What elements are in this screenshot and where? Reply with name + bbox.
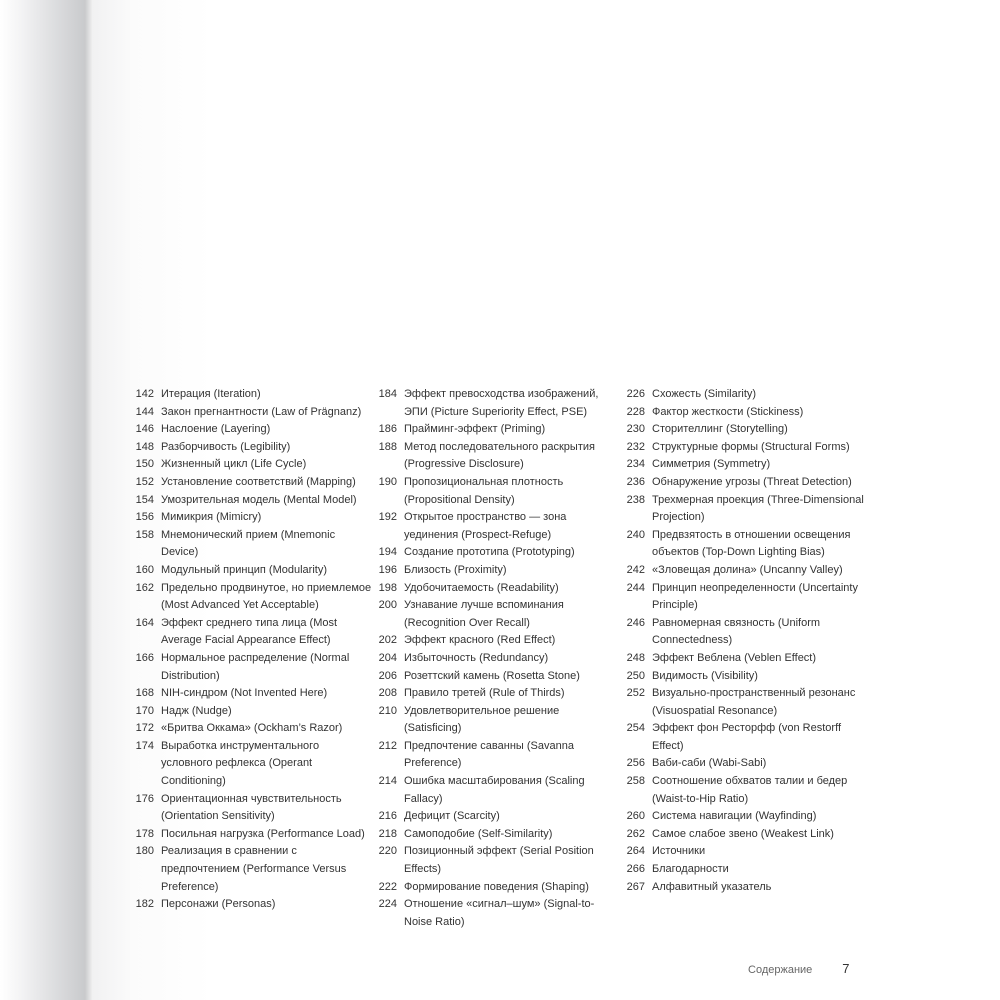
toc-entry-title: Умозрительная модель (Mental Model) xyxy=(161,493,357,506)
toc-entry-title: Выработка инструментального условного рефлекса (Operant Conditioning) xyxy=(161,739,320,788)
toc-entry xyxy=(128,650,378,685)
toc-entry xyxy=(128,580,378,615)
toc-entry-page: 214 xyxy=(378,775,397,788)
toc-entry-title: Пропозициональная плотность (Propositional Density) xyxy=(404,475,564,506)
toc-entry-title: Эффект фон Ресторфф (von Restorff Effect) xyxy=(652,722,841,752)
toc-entry-page: 266 xyxy=(626,863,645,876)
toc-entry xyxy=(619,879,869,897)
toc-entry-title: Реализация в сравнении с предпочтением (Performance Versus Preference) xyxy=(161,845,347,893)
toc-entry-page: 256 xyxy=(626,757,645,770)
toc-entry-page: 154 xyxy=(135,493,154,506)
toc-entry-page: 184 xyxy=(378,388,397,400)
toc-entry xyxy=(371,509,621,544)
toc-entry-title: Посильная нагрузка (Performance Load) xyxy=(161,827,365,840)
toc-entry xyxy=(371,421,621,439)
toc-entry xyxy=(128,439,378,457)
toc-entry-page: 236 xyxy=(626,475,645,488)
toc-entry xyxy=(619,755,869,773)
toc-entry xyxy=(371,597,621,632)
toc-entry xyxy=(371,826,621,844)
toc-entry-page: 196 xyxy=(378,563,397,576)
toc-entry-page: 190 xyxy=(378,475,397,488)
toc-entry xyxy=(619,668,869,686)
toc-entry-title: Принцип неопределенности (Uncertainty Principle) xyxy=(652,581,858,612)
toc-entry-title: Симметрия (Symmetry) xyxy=(652,458,771,471)
toc-entry-title: Самое слабое звено (Weakest Link) xyxy=(652,827,834,840)
toc-entry-title: Благодарности xyxy=(652,863,729,876)
toc-entry-title: Открытое пространство — зона уединения (Prospect-Refuge) xyxy=(404,511,567,541)
toc-entry xyxy=(619,527,869,562)
toc-column-3 xyxy=(619,386,869,896)
toc-entry-page: 150 xyxy=(135,458,154,471)
toc-entry xyxy=(128,509,378,527)
toc-entry-title: Ваби-саби (Wabi-Sabi) xyxy=(652,757,767,770)
toc-entry-page: 210 xyxy=(378,704,397,717)
toc-entry-title: Эффект красного (Red Effect) xyxy=(404,634,556,647)
toc-entry-title: Правило третей (Rule of Thirds) xyxy=(404,687,565,700)
toc-entry-title: NIH-синдром (Not Invented Here) xyxy=(161,687,328,700)
toc-entry xyxy=(371,439,621,474)
toc-entry-page: 222 xyxy=(378,880,397,893)
toc-entry xyxy=(128,685,378,703)
toc-entry-title: Модульный принцип (Modularity) xyxy=(161,563,327,576)
toc-entry xyxy=(128,527,378,562)
toc-entry xyxy=(619,650,869,668)
toc-entry xyxy=(371,843,621,878)
toc-entry xyxy=(619,808,869,826)
toc-entry-page: 250 xyxy=(626,669,645,682)
toc-entry-title: Мнемонический прием (Mnemonic Device) xyxy=(161,528,336,559)
toc-entry-title: Эффект среднего типа лица (Most Average Facial Appearance Effect) xyxy=(161,616,338,647)
toc-entry xyxy=(371,386,621,421)
toc-entry xyxy=(128,720,378,738)
toc-entry-title: Фактор жесткости (Stickiness) xyxy=(652,405,804,418)
toc-entry xyxy=(128,826,378,844)
toc-entry-page: 182 xyxy=(135,898,154,911)
toc-entry xyxy=(371,738,621,773)
toc-entry-page: 198 xyxy=(378,581,397,594)
toc-entry-page: 216 xyxy=(378,810,397,823)
toc-entry xyxy=(619,439,869,457)
toc-entry-title: Жизненный цикл (Life Cycle) xyxy=(161,458,307,471)
toc-entry xyxy=(371,632,621,650)
toc-entry-page: 162 xyxy=(135,581,154,594)
toc-entry-title: Розеттский камень (Rosetta Stone) xyxy=(404,669,580,682)
toc-entry-page: 142 xyxy=(135,388,154,400)
toc-entry xyxy=(128,386,378,404)
toc-entry-title: «Бритва Оккама» (Ockham’s Razor) xyxy=(161,722,343,735)
toc-entry-title: Метод последовательного раскрытия (Progressive Disclosure) xyxy=(404,440,595,471)
toc-entry-page: 186 xyxy=(378,423,397,436)
toc-entry-title: Визуально-пространственный резонанс (Visuospatial Resonance) xyxy=(652,687,856,717)
toc-entry-title: Предвзятость в отношении освещения объектов (Top-Down Lighting Bias) xyxy=(652,528,851,559)
toc-entry-page: 144 xyxy=(135,405,154,418)
toc-entry-page: 188 xyxy=(378,440,397,453)
toc-entry xyxy=(619,474,869,492)
toc-entry-title: Структурные формы (Structural Forms) xyxy=(652,440,850,453)
toc-entry-page: 164 xyxy=(135,616,154,629)
toc-entry-title: Трехмерная проекция (Three-Dimensional Projection) xyxy=(652,493,864,524)
toc-entry-title: Ошибка масштабирования (Scaling Fallacy) xyxy=(404,775,585,805)
page-footer xyxy=(748,961,850,976)
toc-entry-title: Итерация (Iteration) xyxy=(161,388,261,400)
toc-entry-title: Система навигации (Wayfinding) xyxy=(652,810,817,823)
toc-entry-title: Нормальное распределение (Normal Distribution) xyxy=(161,651,350,682)
toc-entry xyxy=(371,650,621,668)
toc-entry xyxy=(371,808,621,826)
toc-entry-title: Ориентационная чувствительность (Orientation Sensitivity) xyxy=(161,792,342,823)
toc-entry xyxy=(128,703,378,721)
toc-entry xyxy=(619,404,869,422)
toc-entry xyxy=(619,421,869,439)
toc-entry-page: 254 xyxy=(626,722,645,735)
toc-entry-title: Разборчивость (Legibility) xyxy=(161,440,291,453)
toc-entry-page: 238 xyxy=(626,493,645,506)
toc-entry-page: 248 xyxy=(626,651,645,664)
toc-column-2 xyxy=(371,386,621,931)
toc-entry-page: 180 xyxy=(135,845,154,858)
toc-entry-title: Дефицит (Scarcity) xyxy=(404,810,500,823)
toc-entry-page: 208 xyxy=(378,687,397,700)
toc-entry-page: 240 xyxy=(626,528,645,541)
toc-entry xyxy=(371,896,621,931)
toc-entry xyxy=(619,615,869,650)
toc-entry xyxy=(128,791,378,826)
toc-entry-title: Равномерная связность (Uniform Connectedness) xyxy=(652,616,821,647)
toc-entry xyxy=(619,720,869,755)
toc-entry-title: Обнаружение угрозы (Threat Detection) xyxy=(652,475,852,488)
toc-entry-title: Самоподобие (Self-Similarity) xyxy=(404,827,553,840)
toc-entry-page: 174 xyxy=(135,739,154,752)
toc-entry-page: 244 xyxy=(626,581,645,594)
toc-entry xyxy=(371,562,621,580)
toc-entry xyxy=(371,685,621,703)
toc-entry xyxy=(619,843,869,861)
toc-entry-title: Удобочитаемость (Readability) xyxy=(404,581,559,594)
toc-entry-title: Эффект Веблена (Veblen Effect) xyxy=(652,651,817,664)
toc-entry-title: Позиционный эффект (Serial Position Effects) xyxy=(404,845,594,876)
toc-entry-page: 194 xyxy=(378,546,397,559)
toc-entry-page: 246 xyxy=(626,616,645,629)
toc-entry-page: 262 xyxy=(626,827,645,840)
toc-entry-page: 260 xyxy=(626,810,645,823)
toc-entry-title: Эффект превосходства изображений, ЭПИ (Picture Superiority Effect, PSE) xyxy=(404,388,599,418)
toc-entry-page: 158 xyxy=(135,528,154,541)
toc-entry-page: 230 xyxy=(626,423,645,436)
toc-entry xyxy=(371,580,621,598)
toc-entry-page: 176 xyxy=(135,792,154,805)
toc-entry xyxy=(128,474,378,492)
toc-entry xyxy=(128,492,378,510)
toc-entry-title: Источники xyxy=(652,845,706,858)
toc-entry-title: Наслоение (Layering) xyxy=(161,423,271,436)
toc-entry-page: 252 xyxy=(626,687,645,700)
toc-entry-page: 212 xyxy=(378,739,397,752)
toc-entry xyxy=(371,474,621,509)
toc-entry xyxy=(371,668,621,686)
toc-entry-title: Прайминг-эффект (Priming) xyxy=(404,423,546,436)
toc-entry-page: 202 xyxy=(378,634,397,647)
toc-entry-page: 242 xyxy=(626,563,645,576)
toc-entry-page: 226 xyxy=(626,388,645,400)
toc-entry-page: 258 xyxy=(626,775,645,788)
toc-entry-title: Отношение «сигнал–шум» (Signal-to-Noise Ratio) xyxy=(404,898,595,928)
toc-entry-title: Удовлетворительное решение (Satisficing) xyxy=(404,704,560,735)
toc-entry-title: Установление соответствий (Mapping) xyxy=(161,475,356,488)
toc-entry xyxy=(619,386,869,404)
toc-column-1 xyxy=(128,386,378,914)
toc-entry-page: 234 xyxy=(626,458,645,471)
toc-entry xyxy=(619,861,869,879)
toc-entry-title: Персонажи (Personas) xyxy=(161,898,276,911)
toc-entry-page: 264 xyxy=(626,845,645,858)
toc-entry xyxy=(371,703,621,738)
page-number: 7 xyxy=(842,961,850,976)
toc-entry xyxy=(619,826,869,844)
toc-entry-title: Закон прегнантности (Law of Prägnanz) xyxy=(161,405,362,418)
toc-entry xyxy=(128,615,378,650)
toc-entry xyxy=(619,562,869,580)
section-label: Содержание xyxy=(748,964,813,976)
toc-entry-page: 152 xyxy=(135,475,154,488)
toc-entry-page: 166 xyxy=(135,651,154,664)
toc-entry-title: Предельно продвинутое, но приемлемое (Most Advanced Yet Acceptable) xyxy=(161,581,372,612)
toc-entry xyxy=(619,685,869,720)
toc-entry xyxy=(128,421,378,439)
toc-entry-title: Сторителлинг (Storytelling) xyxy=(652,423,788,436)
toc-entry-page: 146 xyxy=(135,423,154,436)
toc-entry-page: 172 xyxy=(135,722,154,735)
toc-entry-page: 160 xyxy=(135,563,154,576)
toc-entry xyxy=(371,773,621,808)
toc-entry xyxy=(128,843,378,896)
toc-entry xyxy=(128,404,378,422)
toc-entry-title: Создание прототипа (Prototyping) xyxy=(404,546,575,559)
toc-entry-page: 218 xyxy=(378,827,397,840)
toc-entry-page: 148 xyxy=(135,440,154,453)
toc-entry-title: Узнавание лучше вспоминания (Recognition Over Recall) xyxy=(404,599,564,629)
toc-entry-title: Соотношение обхватов талии и бедер (Waist-to-Hip Ratio) xyxy=(652,775,848,805)
toc-entry-title: Формирование поведения (Shaping) xyxy=(404,880,589,893)
toc-entry-page: 206 xyxy=(378,669,397,682)
toc-entry-title: Алфавитный указатель xyxy=(652,880,772,893)
toc-entry-page: 170 xyxy=(135,704,154,717)
toc-entry xyxy=(371,879,621,897)
toc-entry-page: 228 xyxy=(626,405,645,418)
toc-entry xyxy=(619,773,869,808)
toc-entry-title: Надж (Nudge) xyxy=(161,704,232,717)
toc-entry-title: Мимикрия (Mimicry) xyxy=(161,511,262,524)
book-spine-shadow xyxy=(0,0,92,1000)
toc-entry xyxy=(128,896,378,914)
toc-entry-page: 168 xyxy=(135,687,154,700)
toc-entry-page: 178 xyxy=(135,827,154,840)
toc-entry-page: 220 xyxy=(378,845,397,858)
toc-entry-title: Схожесть (Similarity) xyxy=(652,388,757,400)
toc-entry-title: Избыточность (Redundancy) xyxy=(404,651,549,664)
toc-entry-page: 267 xyxy=(626,880,645,893)
toc-entry-title: «Зловещая долина» (Uncanny Valley) xyxy=(652,563,843,576)
toc-entry-title: Предпочтение саванны (Savanna Preference) xyxy=(404,739,574,770)
toc-entry xyxy=(128,738,378,791)
toc-entry-page: 232 xyxy=(626,440,645,453)
toc-entry-page: 200 xyxy=(378,599,397,612)
toc-entry xyxy=(619,456,869,474)
toc-entry-page: 224 xyxy=(378,898,397,911)
toc-entry-title: Близость (Proximity) xyxy=(404,563,507,576)
toc-entry xyxy=(619,580,869,615)
toc-entry-page: 204 xyxy=(378,651,397,664)
toc-entry-page: 156 xyxy=(135,511,154,524)
toc-entry-title: Видимость (Visibility) xyxy=(652,669,758,682)
toc-entry xyxy=(128,456,378,474)
toc-entry xyxy=(371,544,621,562)
toc-entry-page: 192 xyxy=(378,511,397,524)
toc-entry xyxy=(128,562,378,580)
toc-entry xyxy=(619,492,869,527)
